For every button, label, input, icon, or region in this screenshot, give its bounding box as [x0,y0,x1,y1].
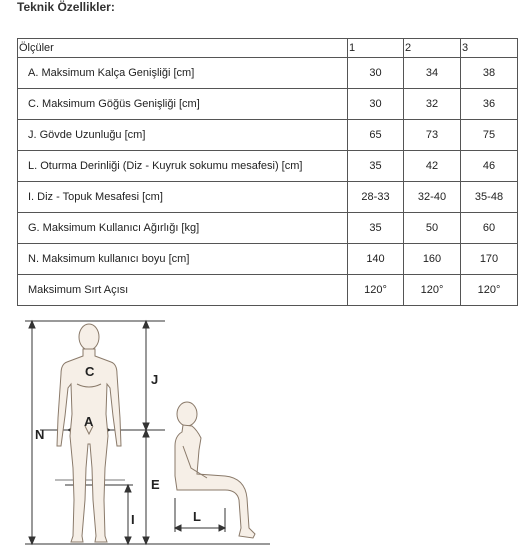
label-a: A [84,414,94,429]
value-cell: 36 [461,89,518,120]
header-cell: Ölçüler [18,39,348,58]
value-cell: 120° [404,275,461,306]
value-cell: 120° [461,275,518,306]
value-cell: 46 [461,151,518,182]
row-label: L. Oturma Derinliği (Diz - Kuyruk sokumu mesafesi) [cm] [18,151,348,182]
value-cell: 28-33 [348,182,404,213]
spec-table [17,38,518,306]
table-row [18,58,518,89]
label-i: I [131,512,135,527]
row-label: A. Maksimum Kalça Genişliği [cm] [18,58,348,89]
header-cell: 1 [348,39,404,58]
table-row [18,151,518,182]
label-j: J [151,372,159,387]
value-cell: 32 [404,89,461,120]
table-row [18,213,518,244]
value-cell: 35-48 [461,182,518,213]
section-heading: Teknik Özellikler: [17,0,115,14]
value-cell: 32-40 [404,182,461,213]
standing-figure [57,324,121,542]
label-l: L [193,509,201,524]
value-cell: 75 [461,120,518,151]
value-cell: 30 [348,58,404,89]
header-cell: 2 [404,39,461,58]
value-cell: 35 [348,151,404,182]
value-cell: 38 [461,58,518,89]
row-label: G. Maksimum Kullanıcı Ağırlığı [kg] [18,213,348,244]
value-cell: 65 [348,120,404,151]
value-cell: 50 [404,213,461,244]
table-row [18,89,518,120]
value-cell: 140 [348,244,404,275]
row-label: N. Maksimum kullanıcı boyu [cm] [18,244,348,275]
table-header-row [18,39,518,58]
value-cell: 160 [404,244,461,275]
seated-figure [175,402,255,538]
label-e: E [151,477,160,492]
measurement-diagram [15,318,275,554]
header-cell: 3 [461,39,518,58]
label-n: N [35,427,45,442]
value-cell: 35 [348,213,404,244]
table-row [18,120,518,151]
table-row [18,182,518,213]
row-label: I. Diz - Topuk Mesafesi [cm] [18,182,348,213]
value-cell: 120° [348,275,404,306]
table-row [18,275,518,306]
value-cell: 30 [348,89,404,120]
body-measurement-figure [15,318,275,554]
value-cell: 73 [404,120,461,151]
value-cell: 170 [461,244,518,275]
value-cell: 60 [461,213,518,244]
table-row [18,244,518,275]
value-cell: 42 [404,151,461,182]
row-label: J. Gövde Uzunluğu [cm] [18,120,348,151]
row-label: Maksimum Sırt Açısı [18,275,348,306]
row-label: C. Maksimum Göğüs Genişliği [cm] [18,89,348,120]
value-cell: 34 [404,58,461,89]
label-c: C [85,364,95,379]
